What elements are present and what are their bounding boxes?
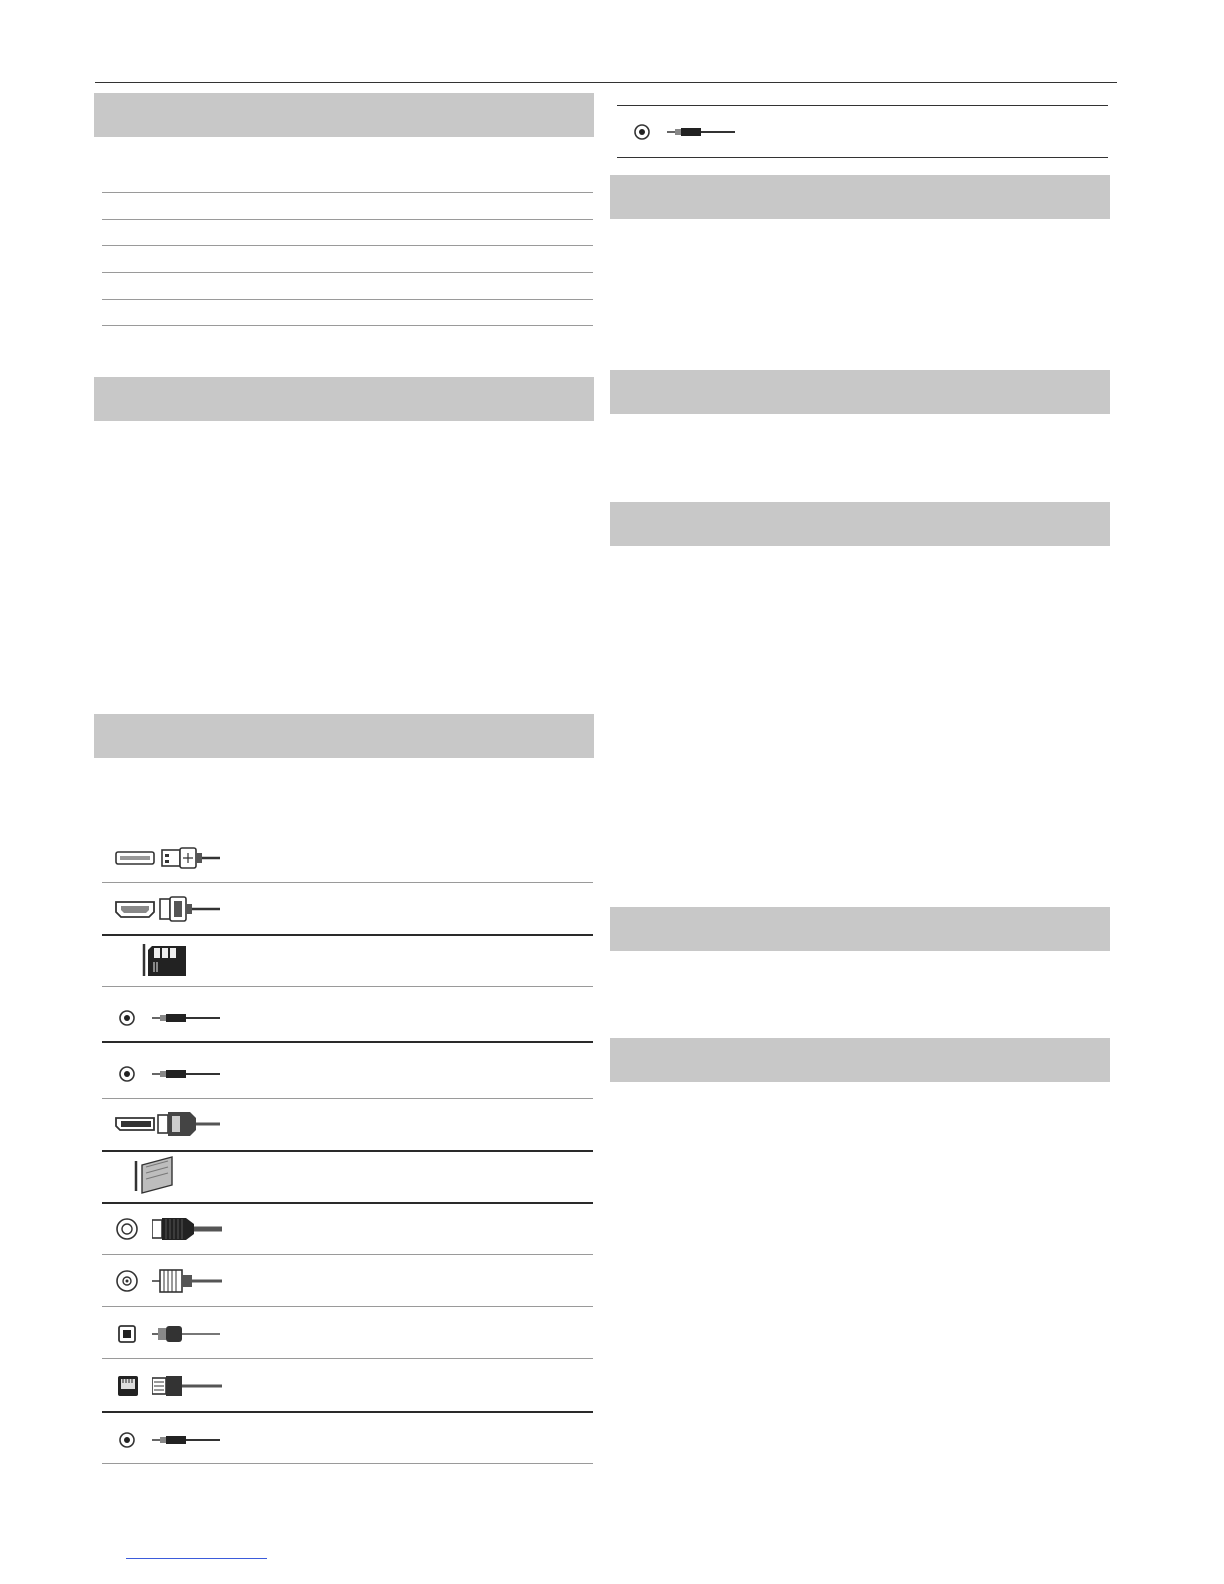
f-connector-plug-icon [152,1256,282,1306]
table-row-divider [102,219,593,220]
connector-row-ci-slot [102,1151,593,1201]
connector-row-hdmi [102,884,593,934]
section-header-band [610,175,1110,219]
table-row-divider [102,325,593,326]
table-row-divider [102,299,593,300]
sd-card-slot-icon [110,936,200,986]
connector-row-audio-in [102,993,593,1043]
table-bottom-rule [617,157,1108,158]
headphone-plug-icon [152,1415,282,1465]
connector-row-sd-card [102,936,593,986]
section-header-band [94,714,594,758]
hdmi-plug-icon [152,884,282,934]
audio-plug-icon [152,993,282,1043]
connector-row-satellite [102,1256,593,1306]
table-row-divider [102,1358,593,1359]
connector-row-audio-out [102,1049,593,1099]
table-row-divider [102,1463,593,1464]
table-row-divider [102,1306,593,1307]
table-row-divider [102,1041,593,1043]
ci-card-slot-icon [110,1151,200,1201]
section-header-band [610,907,1110,951]
table-row-divider [102,882,593,883]
connector-row-usb [102,833,593,883]
section-header-band [610,1038,1110,1082]
connector-row-audio [617,108,1108,156]
section-header-band [610,502,1110,546]
table-row-divider [102,192,593,193]
ethernet-plug-icon [152,1361,282,1411]
audio-plug-icon [667,108,797,156]
header-rule [95,82,1117,83]
usb-plug-icon [152,833,282,883]
table-row-divider [102,1411,593,1413]
section-header-band [610,370,1110,414]
connector-row-lan [102,1361,593,1411]
connector-row-headphone [102,1415,593,1465]
optical-plug-icon [152,1309,282,1359]
table-top-rule [617,105,1108,106]
coax-plug-icon [152,1204,282,1254]
section-header-band [94,377,594,421]
connector-row-displayport [102,1099,593,1149]
audio-plug-icon [152,1049,282,1099]
displayport-plug-icon [152,1099,282,1149]
connector-row-antenna [102,1204,593,1254]
table-row-divider [102,272,593,273]
connector-row-optical [102,1309,593,1359]
table-row-divider [102,245,593,246]
section-header-band [94,93,594,137]
footer-link[interactable] [126,1558,267,1559]
table-row-divider [102,986,593,987]
table-row-divider [102,1254,593,1255]
